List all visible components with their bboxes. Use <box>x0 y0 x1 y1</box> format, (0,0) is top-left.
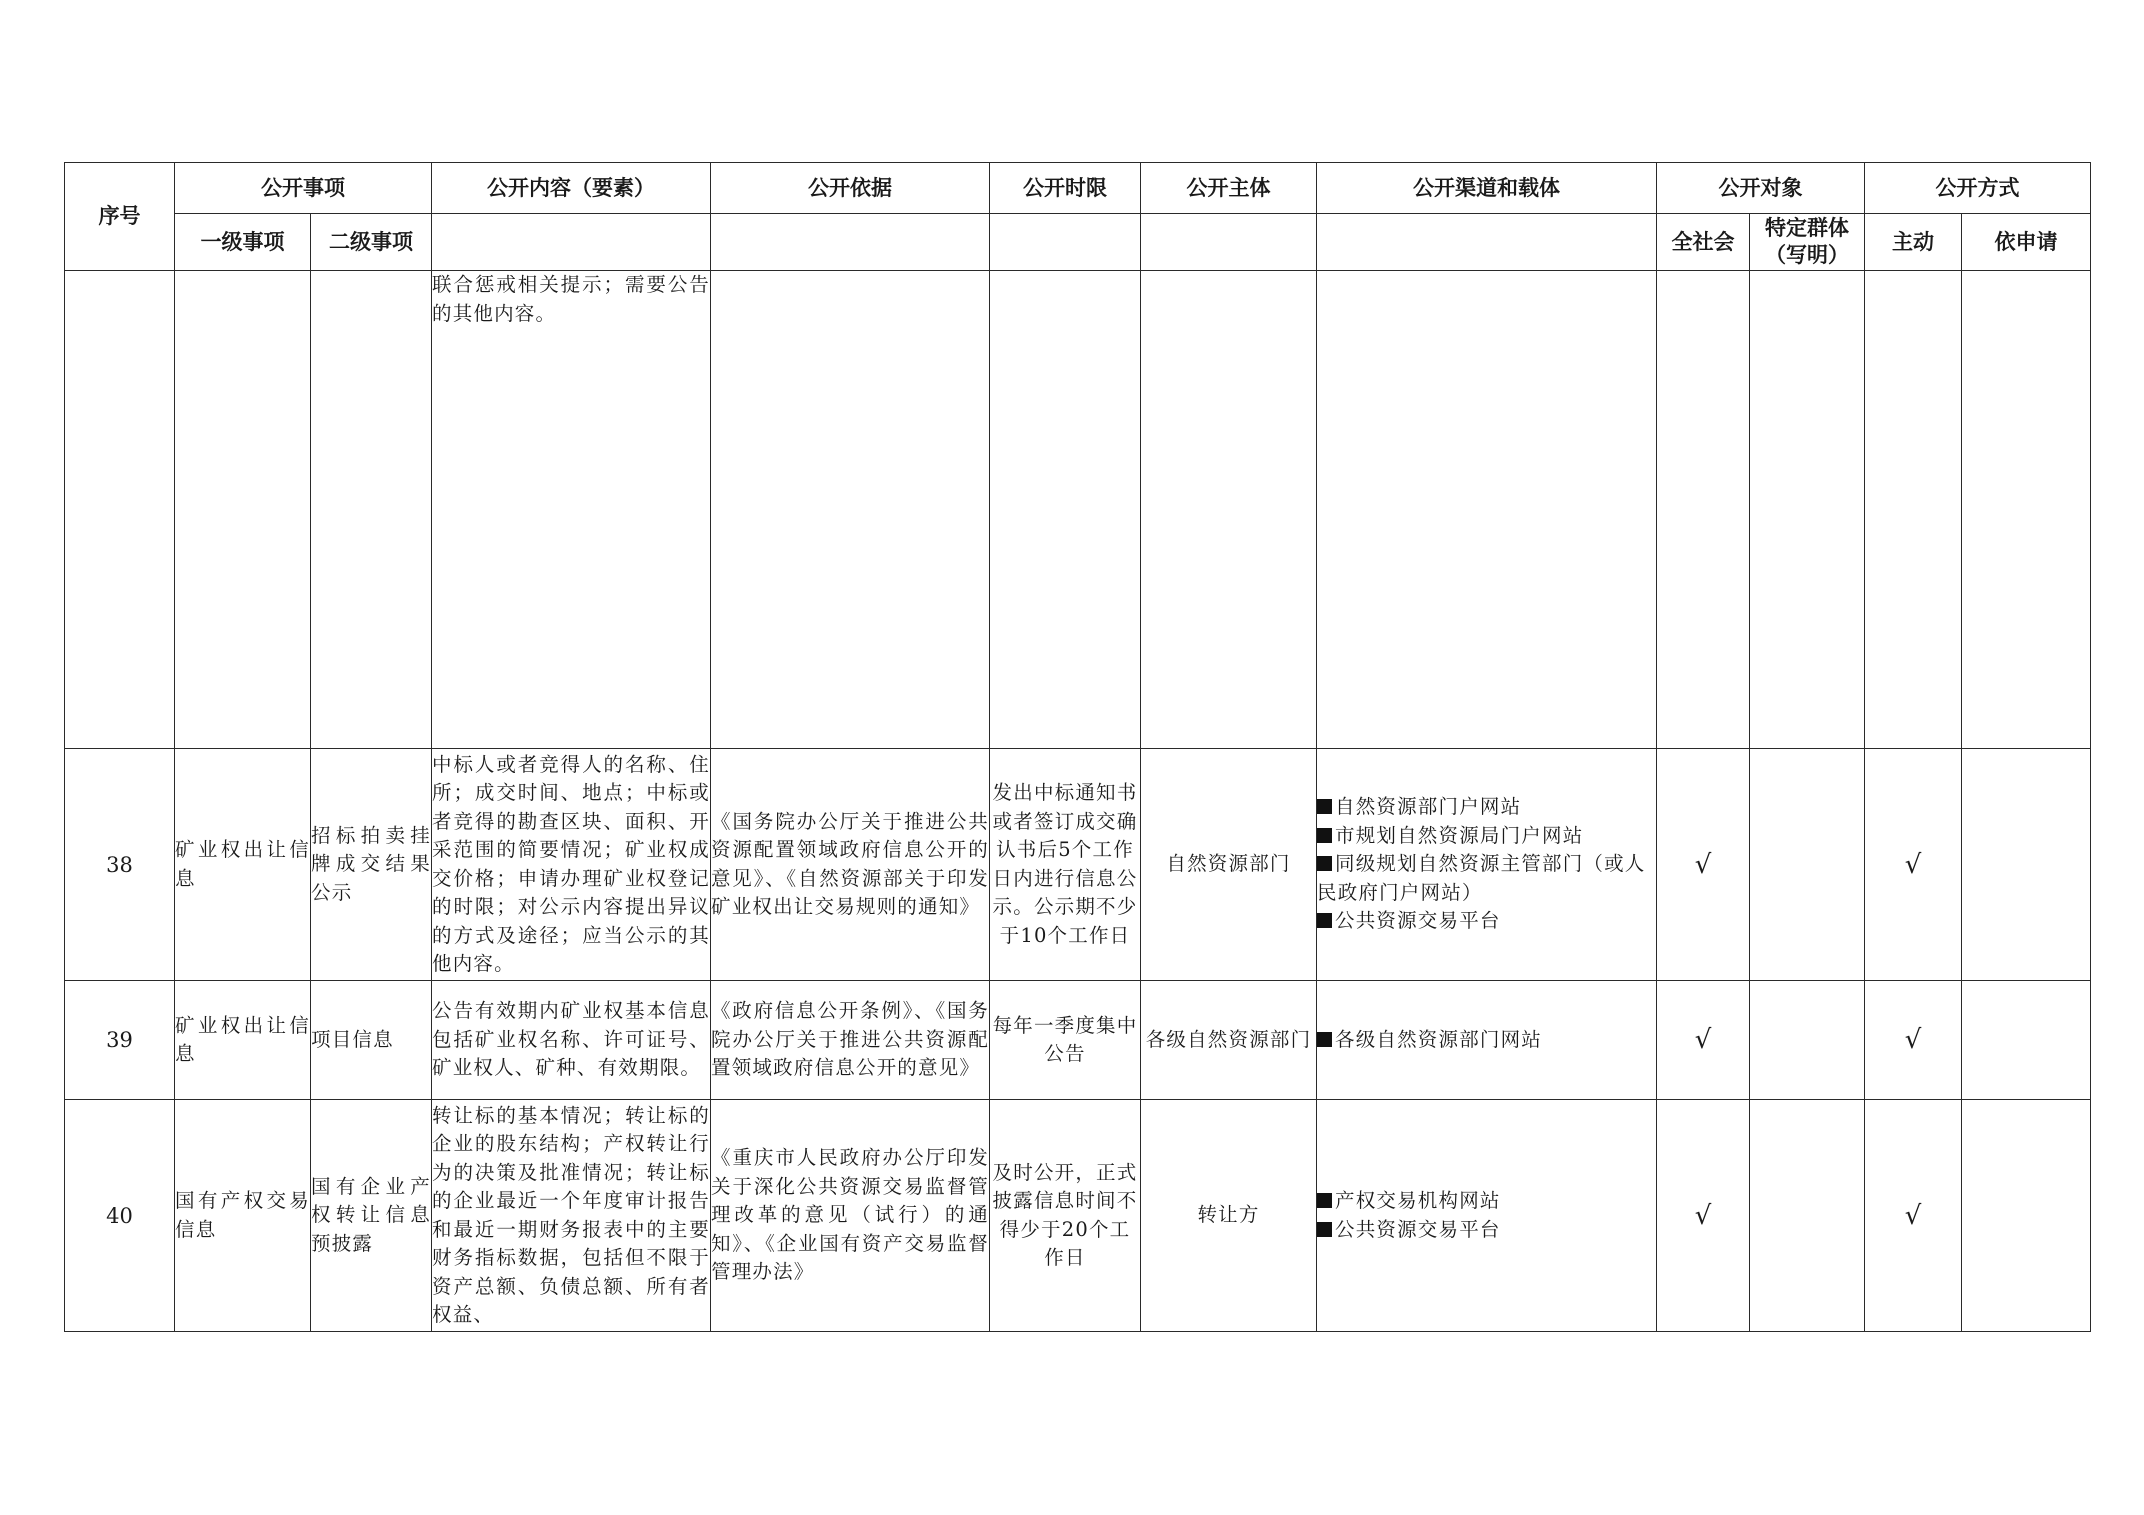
square-bullet-icon <box>1317 1193 1332 1208</box>
row-active: √ <box>1865 1100 1962 1332</box>
row-specific <box>1750 1100 1865 1332</box>
row-specific <box>1750 749 1865 981</box>
row-subject: 转让方 <box>1141 1100 1317 1332</box>
header-target: 公开对象 <box>1657 163 1865 214</box>
row-active: √ <box>1865 981 1962 1100</box>
channel-label: 各级自然资源部门网站 <box>1335 1027 1543 1051</box>
row-seq: 39 <box>65 981 175 1100</box>
row-level2 <box>311 271 432 749</box>
row-subject: 自然资源部门 <box>1141 749 1317 981</box>
table-row <box>65 1100 2091 1332</box>
row-content: 联合惩戒相关提示；需要公告的其他内容。 <box>432 271 711 749</box>
row-society: √ <box>1657 749 1750 981</box>
row-seq <box>65 271 175 749</box>
row-time: 每年一季度集中公告 <box>990 981 1141 1100</box>
header-time: 公开时限 <box>990 163 1141 214</box>
row-society <box>1657 271 1750 749</box>
row-society: √ <box>1657 1100 1750 1332</box>
row-channels <box>1317 1100 1657 1332</box>
row-level2: 项目信息 <box>311 981 432 1100</box>
header-specific-line2: （写明） <box>1765 243 1849 267</box>
header-content: 公开内容（要素） <box>432 163 711 214</box>
row-seq: 40 <box>65 1100 175 1332</box>
header-society: 全社会 <box>1657 214 1750 271</box>
row-level2: 招标拍卖挂牌成交结果公示 <box>311 749 432 981</box>
row-seq: 38 <box>65 749 175 981</box>
row-specific <box>1750 271 1865 749</box>
row-channels <box>1317 749 1657 981</box>
row-basis: 《重庆市人民政府办公厅印发关于深化公共资源交易监督管理改革的意见（试行）的通知》、《企业国有资产交易监督管理办法》 <box>711 1100 990 1332</box>
row-specific <box>1750 981 1865 1100</box>
square-bullet-icon <box>1317 913 1332 928</box>
row-channels <box>1317 981 1657 1100</box>
row-level1 <box>175 271 311 749</box>
row-active: √ <box>1865 749 1962 981</box>
row-content: 公告有效期内矿业权基本信息包括矿业权名称、许可证号、矿业权人、矿种、有效期限。 <box>432 981 711 1100</box>
row-time <box>990 271 1141 749</box>
header-items: 公开事项 <box>175 163 432 214</box>
row-level1: 国有产权交易信息 <box>175 1100 311 1332</box>
row-time: 及时公开，正式披露信息时间不得少于20个工作日 <box>990 1100 1141 1332</box>
header-level1: 一级事项 <box>175 214 311 271</box>
header-seq: 序号 <box>65 163 175 271</box>
row-basis: 《国务院办公厅关于推进公共资源配置领域政府信息公开的意见》、《自然资源部关于印发矿业权出让交易规则的通知》 <box>711 749 990 981</box>
row-basis <box>711 271 990 749</box>
channel-label: 产权交易机构网站 <box>1335 1189 1501 1212</box>
row-on-request <box>1962 1100 2091 1332</box>
channel-label: 同级规划自然资源主管部门（或人民政府门户网站） <box>1317 852 1646 904</box>
row-content: 中标人或者竞得人的名称、住所；成交时间、地点；中标或者竞得的勘查区块、面积、开采范围的简要情况；矿业权成交价格；申请办理矿业权登记的时限；对公示内容提出异议的方式及途径；应当公示的其他内容。 <box>432 749 711 981</box>
disclosure-table <box>64 162 2091 1332</box>
header-specific <box>1750 214 1865 271</box>
table-row <box>65 271 2091 749</box>
channel-item <box>1317 907 1656 936</box>
channel-item <box>1317 1026 1656 1055</box>
header-content-empty <box>432 214 711 271</box>
channel-item <box>1317 1187 1656 1216</box>
row-society: √ <box>1657 981 1750 1100</box>
channel-item <box>1317 1216 1656 1245</box>
channel-label: 公共资源交易平台 <box>1335 1217 1501 1241</box>
header-time-empty <box>990 214 1141 271</box>
header-specific-line1: 特定群体 <box>1765 216 1849 240</box>
row-on-request <box>1962 271 2091 749</box>
row-subject: 各级自然资源部门 <box>1141 981 1317 1100</box>
row-active <box>1865 271 1962 749</box>
row-level1: 矿业权出让信息 <box>175 749 311 981</box>
square-bullet-icon <box>1317 1222 1332 1237</box>
header-method: 公开方式 <box>1865 163 2091 214</box>
header-channel: 公开渠道和载体 <box>1317 163 1657 214</box>
channel-item <box>1317 793 1656 822</box>
row-level1: 矿业权出让信息 <box>175 981 311 1100</box>
square-bullet-icon <box>1317 799 1332 814</box>
square-bullet-icon <box>1317 856 1332 871</box>
channel-label: 公共资源交易平台 <box>1335 909 1501 933</box>
channel-label: 自然资源部门户网站 <box>1335 795 1522 819</box>
header-basis: 公开依据 <box>711 163 990 214</box>
row-channels <box>1317 271 1657 749</box>
table-row <box>65 981 2091 1100</box>
row-on-request <box>1962 749 2091 981</box>
header-level2: 二级事项 <box>311 214 432 271</box>
row-subject <box>1141 271 1317 749</box>
header-subject-empty <box>1141 214 1317 271</box>
row-content: 转让标的基本情况；转让标的企业的股东结构；产权转让行为的决策及批准情况；转让标的企业最近一个年度审计报告和最近一期财务报表中的主要财务指标数据，包括但不限于资产总额、负债总额、所有者权益、 <box>432 1100 711 1332</box>
channel-label: 市规划自然资源局门户网站 <box>1335 823 1584 847</box>
channel-item <box>1317 850 1656 907</box>
row-time: 发出中标通知书或者签订成交确认书后5个工作日内进行信息公示。公示期不少于10个工作日 <box>990 749 1141 981</box>
row-basis: 《政府信息公开条例》、《国务院办公厅关于推进公共资源配置领域政府信息公开的意见》 <box>711 981 990 1100</box>
row-level2: 国有企业产权转让信息预披露 <box>311 1100 432 1332</box>
row-on-request <box>1962 981 2091 1100</box>
channel-item <box>1317 822 1656 851</box>
table-row <box>65 749 2091 981</box>
header-on-request: 依申请 <box>1962 214 2091 271</box>
header-channel-empty <box>1317 214 1657 271</box>
header-active: 主动 <box>1865 214 1962 271</box>
square-bullet-icon <box>1317 828 1332 843</box>
square-bullet-icon <box>1317 1032 1332 1047</box>
header-subject: 公开主体 <box>1141 163 1317 214</box>
header-basis-empty <box>711 214 990 271</box>
